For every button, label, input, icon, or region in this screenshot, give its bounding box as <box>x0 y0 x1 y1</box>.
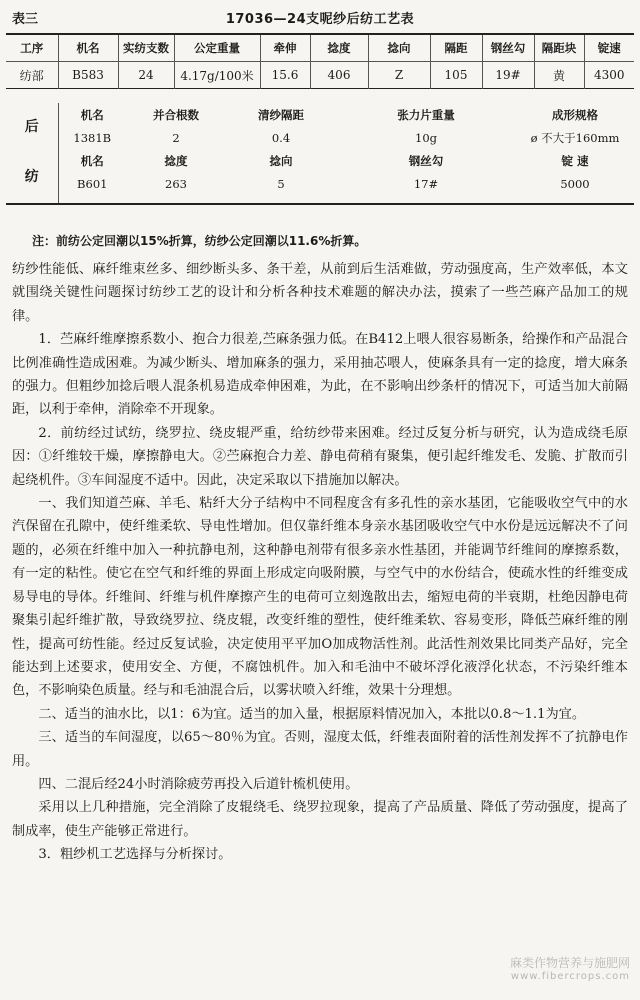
table-title: 17036—24支呢纱后纺工艺表 <box>225 12 415 27</box>
paragraph: 一、我们知道苎麻、羊毛、粘纤大分子结构中不同程度含有多孔性的亲水基团，它能吸收空气中的水汽保留在孔隙中，使纤维柔软、导电性增加。但仅靠纤维本身亲水基团吸收空气中水份是远远解决不了问题的，必须在纤维中加入一种抗静电剂，这种静电剂带有很多亲水性基团，并能调节纤维间的摩擦系数，有一定的粘性。使它在空气和纤维的界面上形成定向吸附膜，与空气中的水份结合，使疏水性的纤维变成易导电的导体。纤维间、纤维与机件摩擦产生的电荷可立刻逸散出去，缩短电荷的半衰期，杜绝因静电荷聚集引起纤维扩散，导致绕罗拉、绕皮辊，改变纤维的塑性，使纤维柔软、容易变形，降低苎麻纤维的刚性，提高可纺性能。经过反复试验，决定使用平平加O加成物活性剂。此活性剂效果比同类产品好，完全能达到上述要求，使用安全、方便，不腐蚀机件。加入和毛油中不破坏浮化液浮化状态，不污染纤维本色，不影响染色质量。经与和毛油混合后，以雾状喷入纤维，效果十分理想。 <box>12 496 628 699</box>
header-cell: 隔距块 <box>534 34 584 62</box>
front-table-header-row <box>6 34 634 62</box>
header-cell: 捻度 <box>310 34 368 62</box>
header-cell: 工序 <box>6 34 58 62</box>
data-cell: B601 <box>77 176 108 191</box>
paragraph: 3．粗纱机工艺选择与分析探讨。 <box>38 847 232 863</box>
data-cell: 4300 <box>593 68 625 82</box>
data-cell: 黄 <box>534 62 584 89</box>
data-cell: 17# <box>413 176 439 191</box>
data-cell: 263 <box>165 176 187 191</box>
data-cell: 1381B <box>73 130 112 145</box>
data-cell: 406 <box>310 62 368 89</box>
watermark-url: www.fibercrops.com <box>510 971 630 982</box>
paragraph: 四、二混后经24小时消除疲劳再投入后道针梳机使用。 <box>38 776 359 792</box>
paragraph: 采用以上几种措施，完全消除了皮辊绕毛、绕罗拉现象，提高了产品质量、降低了劳动强度，提高了制成率，使生产能够正常进行。 <box>12 800 628 839</box>
header-cell: 公定重量 <box>174 34 260 62</box>
data-cell: ø 不大于160mm <box>530 130 620 145</box>
header-cell: 清纱隔距 <box>258 107 304 122</box>
header-cell: 捻向 <box>368 34 430 62</box>
watermark-site-name: 麻类作物营养与施肥网 <box>509 956 630 970</box>
header-cell: 机名 <box>58 34 118 62</box>
table-header <box>0 7 640 29</box>
header-cell: 机名 <box>80 107 104 122</box>
paragraph: 三、适当的车间湿度，以65～80％为宜。否则，湿度太低，纤维表面附着的活性剂发挥不了抗静电作用。 <box>12 730 628 769</box>
data-cell: 2 <box>172 130 180 145</box>
paragraph: 纺纱性能低、麻纤维束丝多、细纱断头多、条干差，从前到后生活难做，劳动强度高，生产效率低，本文就围绕关键性问题探讨纺纱工艺的设计和分析各种技术难题的解决办法，摸索了一些苎麻产品加工的规律。 <box>12 262 628 324</box>
data-cell: 10g <box>415 130 437 145</box>
data-cell: B583 <box>58 62 118 89</box>
header-cell: 并合根数 <box>153 107 199 122</box>
data-cell: 105 <box>430 62 482 89</box>
table-footnote: 注：前纺公定回潮以15%折算，纺纱公定回潮以11.6%折算。 <box>32 234 367 248</box>
side-label-spin: 纺 <box>6 149 58 204</box>
data-cell: 15.6 <box>260 62 310 89</box>
header-cell: 钢丝勾 <box>482 34 534 62</box>
paragraph: 2．前纺经过试纺，绕罗拉、绕皮辊严重，给纺纱带来困难。经过反复分析与研究，认为造成绕毛原因：①纤维较干燥，摩擦静电大。②苎麻抱合力差、静电荷稍有聚集，便引起纤维发毛、发脆、扩散而引起绕机件。③车间湿度不适中。因此，决定采取以下措施加以解决。 <box>12 425 628 488</box>
side-label-back: 后 <box>6 103 58 149</box>
data-cell: 5000 <box>560 176 590 191</box>
header-cell: 捻度 <box>164 153 188 168</box>
header-cell: 锭速 <box>584 34 634 62</box>
header-cell: 成形规格 <box>552 107 598 122</box>
header-cell: 牵伸 <box>260 34 310 62</box>
table-number-label: 表三 <box>12 12 39 27</box>
paragraph: 1．苎麻纤维摩擦系数小、抱合力很差,苎麻条强力低。在B412上喂人很容易断条，给操作和产品混合比例准确性造成困难。为减少断头、增加麻条的强力，采用抽芯喂人，使麻条具有一定的捻度，增大麻条的强力。但粗纱加捻后喂人混条机易造成牵伸困难，为此，在不影响出纱条杆的情况下，可适当加大前隔距，以利于牵伸，消除牵不开现象。 <box>12 332 628 418</box>
data-cell: 24 <box>118 62 174 89</box>
data-cell: Z <box>368 62 430 89</box>
back-spinning-table <box>6 103 634 205</box>
paragraph: 二、适当的油水比，以1：6为宜。适当的加入量，根据原料情况加入，本批以0.8～1.1为宜。 <box>38 706 586 722</box>
header-cell: 机名 <box>80 153 104 168</box>
front-table-data-row <box>6 62 634 89</box>
header-cell: 捻向 <box>269 153 293 168</box>
data-cell: 5 <box>277 176 285 191</box>
data-cell: 4.17g/100米 <box>174 62 260 89</box>
header-cell: 钢丝勾 <box>408 153 444 168</box>
back-table-row <box>6 172 634 195</box>
back-table-row <box>6 149 634 172</box>
back-table-row <box>6 126 634 149</box>
header-cell: 隔距 <box>430 34 482 62</box>
article-body <box>12 258 628 867</box>
header-cell: 实纺支数 <box>118 34 174 62</box>
data-cell: 纺部 <box>6 62 58 89</box>
watermark <box>510 954 630 982</box>
header-cell: 锭 速 <box>561 153 589 168</box>
front-spinning-table <box>6 33 634 89</box>
data-cell: 19# <box>482 62 534 89</box>
back-table-row <box>6 103 634 126</box>
back-table-spacer-row <box>6 195 634 204</box>
data-cell: 0.4 <box>271 130 291 145</box>
header-cell: 张力片重量 <box>397 107 455 122</box>
